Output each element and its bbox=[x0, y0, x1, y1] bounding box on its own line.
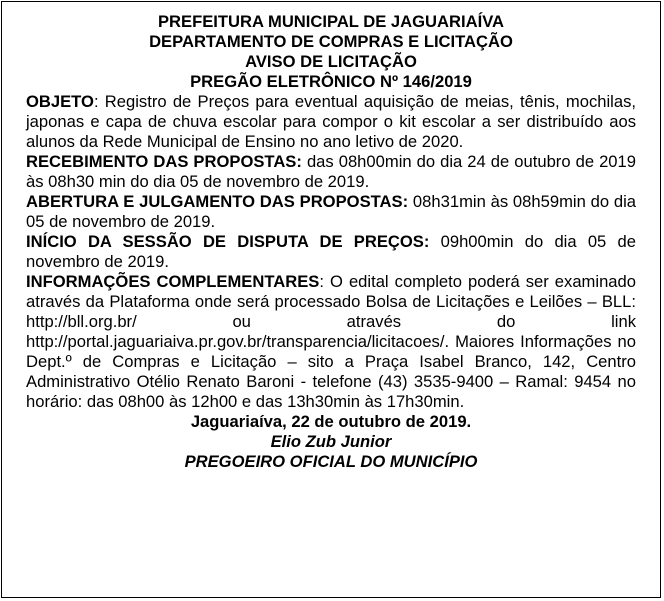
section-objeto bbox=[26, 92, 636, 152]
section-informacoes-text: : O edital completo poderá ser examinado através da Plataforma onde será processado Bolsa de Licitações e Leilões – BLL: http://bll.org.br/ ou através do link http://portal.jaguariaiva.pr.gov.br/transparencia/licitacoes/. Maiores Informações no Dept.º de Compras e Licitação – sito a Praça Isabel Branco, 142, Centro Administrativo Otélio Renato Baroni - telefone (43) 3535-9400 – Ramal: 9454 no horário: das 08h00 às 12h00 e das 13h30min às 17h30min. bbox=[26, 272, 636, 411]
place-date: Jaguariaíva, 22 de outubro de 2019. bbox=[190, 412, 472, 431]
department-title: DEPARTAMENTO DE COMPRAS E LICITAÇÃO bbox=[149, 32, 513, 51]
licitation-notice bbox=[1, 1, 661, 598]
section-inicio-text: 09h00min do dia 05 de novembro de 2019. bbox=[26, 232, 636, 271]
section-recebimento bbox=[26, 152, 636, 192]
auction-number-title: PREGÃO ELETRÔNICO Nº 146/2019 bbox=[190, 72, 472, 91]
section-recebimento-label: RECEBIMENTO DAS PROPOSTAS: bbox=[26, 152, 302, 171]
section-informacoes bbox=[26, 272, 636, 412]
issuer-title: PREFEITURA MUNICIPAL DE JAGUARIAÍVA bbox=[157, 12, 505, 31]
section-objeto-text: : Registro de Preços para eventual aquisição de meias, tênis, mochilas, japonas e capa de chuva escolar para compor o kit escolar a ser distribuído aos alunos da Rede Municipal de Ensino no ano letivo de 2020. bbox=[26, 92, 636, 151]
section-informacoes-label: INFORMAÇÕES COMPLEMENTARES bbox=[26, 272, 320, 291]
section-abertura bbox=[26, 192, 636, 232]
section-inicio-label: INÍCIO DA SESSÃO DE DISPUTA DE PREÇOS: bbox=[26, 232, 430, 251]
section-abertura-label: ABERTURA E JULGAMENTO DAS PROPOSTAS: bbox=[26, 192, 409, 211]
section-abertura-text: 08h31min às 08h59min do dia 05 de novembro de 2019. bbox=[26, 192, 636, 231]
signer-name: Elio Zub Junior bbox=[270, 432, 392, 451]
section-objeto-label: OBJETO bbox=[26, 92, 94, 111]
section-recebimento-text: das 08h00min do dia 24 de outubro de 2019 às 08h30 min do dia 05 de novembro de 2019. bbox=[26, 152, 636, 191]
section-inicio bbox=[26, 232, 636, 272]
notice-type-title: AVISO DE LICITAÇÃO bbox=[245, 52, 417, 71]
signer-role: PREGOEIRO OFICIAL DO MUNICÍPIO bbox=[184, 452, 478, 471]
